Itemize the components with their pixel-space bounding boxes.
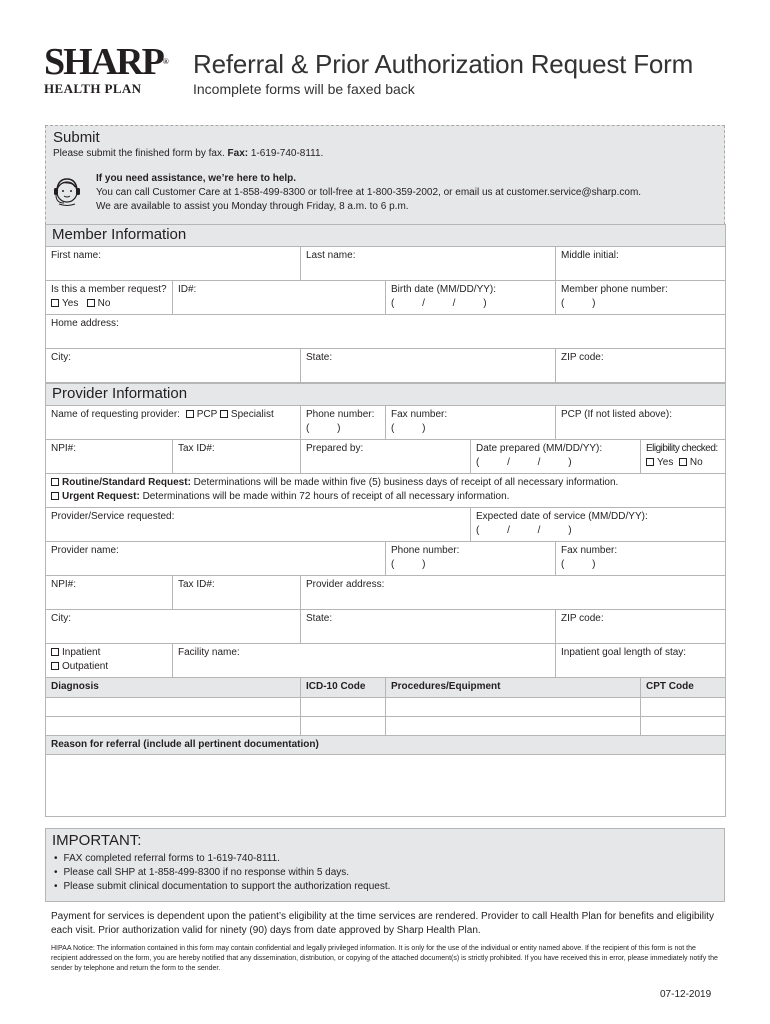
eligibility-yes-label: Yes: [657, 457, 674, 468]
specialist-label: Specialist: [230, 409, 274, 420]
provider-information-heading: Provider Information: [46, 384, 726, 406]
expected-date-field[interactable]: [471, 508, 726, 542]
urgent-request-checkbox[interactable]: [51, 492, 59, 500]
urgent-request-label: Urgent Request:: [62, 491, 140, 502]
request-type-field: [46, 474, 726, 508]
date-prepared-label: Date prepared (MM/DD/YY):: [476, 443, 603, 454]
member-request-yes-label: Yes: [62, 298, 79, 309]
icd-10-cell[interactable]: [301, 717, 386, 736]
service-tax-id-field[interactable]: Tax ID#:: [173, 576, 301, 610]
provider-fax-field[interactable]: [386, 406, 556, 440]
service-provider-fax-field[interactable]: [556, 542, 726, 576]
date-prepared-field[interactable]: [471, 440, 641, 474]
provider-city-field[interactable]: City:: [46, 610, 301, 644]
submit-text: Please submit the finished form by fax.: [53, 148, 228, 159]
fax-label: Fax:: [227, 148, 249, 159]
requesting-provider-label: Name of requesting provider:: [51, 409, 180, 420]
procedures-cell[interactable]: [386, 717, 641, 736]
home-address-field[interactable]: Home address:: [46, 315, 726, 349]
form-subtitle: Incomplete forms will be faxed back: [193, 81, 415, 97]
logo-wordmark: [44, 41, 169, 83]
requesting-provider-field[interactable]: [46, 406, 301, 440]
expected-date-blank: ( / / ): [476, 525, 572, 536]
patient-type-field: [46, 644, 173, 678]
date-prepared-blank: ( / / ): [476, 457, 572, 468]
important-section: [45, 828, 725, 902]
help-line-1: You can call Customer Care at 1-858-499-8300 or toll-free at 1-800-359-2002, or email us at customer.service@sharp.com.: [96, 187, 642, 198]
service-npi-field[interactable]: NPI#:: [46, 576, 173, 610]
expected-date-label: Expected date of service (MM/DD/YY):: [476, 511, 648, 522]
form-title: Referral & Prior Authorization Request Form: [193, 49, 694, 79]
service-provider-phone-label: Phone number:: [391, 545, 460, 556]
specialist-checkbox[interactable]: [220, 410, 228, 418]
member-request-label: Is this a member request?: [51, 284, 167, 295]
eligibility-checked-label: Eligibility checked:: [646, 443, 718, 454]
procedures-cell[interactable]: [386, 698, 641, 717]
last-name-field[interactable]: Last name:: [301, 247, 556, 281]
service-provider-fax-label: Fax number:: [561, 545, 618, 556]
inpatient-checkbox[interactable]: [51, 648, 59, 656]
provider-state-field[interactable]: State:: [301, 610, 556, 644]
service-provider-fax-blank: ( ): [561, 559, 596, 570]
provider-address-field[interactable]: Provider address:: [301, 576, 726, 610]
important-item: • Please call SHP at 1-858-499-8300 if no response within 5 days.: [54, 866, 716, 880]
member-request-yes-checkbox[interactable]: [51, 299, 59, 307]
important-list: [46, 849, 724, 897]
icd-10-column-header: ICD-10 Code: [301, 678, 386, 698]
member-information-section: [45, 224, 725, 383]
cpt-cell[interactable]: [641, 717, 726, 736]
routine-request-label: Routine/Standard Request:: [62, 477, 191, 488]
provider-name-field[interactable]: Provider name:: [46, 542, 386, 576]
reason-for-referral-header: Reason for referral (include all pertinent documentation): [46, 736, 726, 755]
sharp-health-plan-logo: [44, 41, 169, 97]
eligibility-yes-checkbox[interactable]: [646, 458, 654, 466]
provider-fax-label: Fax number:: [391, 409, 448, 420]
member-state-field[interactable]: State:: [301, 349, 556, 383]
member-request-field[interactable]: [46, 281, 173, 315]
service-provider-phone-field[interactable]: [386, 542, 556, 576]
hipaa-notice: HIPAA Notice: The information contained in this form may contain confidential and legally privileged information. It is only for the use of the individual or entity named above. If the recipient of this form is not the recipient addressed on the form, you are hereby notified that any dissemination, distribution, or copying of the attached document(s) is strictly prohibited. If you have received this in error, please immediately notify the sender by telephone and return the form to the sender.: [51, 945, 718, 972]
provider-information-section: [45, 383, 725, 817]
birth-date-label: Birth date (MM/DD/YY):: [391, 284, 497, 295]
provider-phone-field[interactable]: [301, 406, 386, 440]
inpatient-goal-field[interactable]: Inpatient goal length of stay:: [556, 644, 726, 678]
procedures-column-header: Procedures/Equipment: [386, 678, 641, 698]
reason-for-referral-field[interactable]: [46, 755, 726, 817]
logo-subtitle: HEALTH PLAN: [44, 81, 142, 96]
middle-initial-field[interactable]: Middle initial:: [556, 247, 726, 281]
member-phone-label: Member phone number:: [561, 284, 668, 295]
first-name-field[interactable]: First name:: [46, 247, 301, 281]
requesting-tax-id-field[interactable]: Tax ID#:: [173, 440, 301, 474]
submit-heading: Submit: [53, 129, 100, 146]
customer-care-headset-icon: [50, 174, 84, 210]
pcp-not-listed-field[interactable]: PCP (If not listed above):: [556, 406, 726, 440]
member-request-no-label: No: [97, 298, 111, 309]
diagnosis-cell[interactable]: [46, 698, 301, 717]
submit-instructions: [53, 148, 718, 159]
routine-request-checkbox[interactable]: [51, 478, 59, 486]
inpatient-label: Inpatient: [62, 647, 101, 658]
routine-request-text: Determinations will be made within five (5) business days of receipt of all necessary information.: [190, 477, 619, 488]
cpt-column-header: CPT Code: [641, 678, 726, 698]
icd-10-cell[interactable]: [301, 698, 386, 717]
form-revision-date: 07-12-2019: [660, 989, 712, 1000]
eligibility-no-label: No: [689, 457, 703, 468]
member-id-field[interactable]: ID#:: [173, 281, 386, 315]
member-phone-field[interactable]: [556, 281, 726, 315]
diagnosis-cell[interactable]: [46, 717, 301, 736]
provider-information-table: [45, 383, 726, 817]
member-zip-field[interactable]: ZIP code:: [556, 349, 726, 383]
help-text: [96, 172, 641, 214]
eligibility-no-checkbox[interactable]: [679, 458, 687, 466]
service-requested-field[interactable]: Provider/Service requested:: [46, 508, 471, 542]
provider-zip-field[interactable]: ZIP code:: [556, 610, 726, 644]
member-city-field[interactable]: City:: [46, 349, 301, 383]
eligibility-checked-field[interactable]: [641, 440, 726, 474]
logo-word: SHARP: [44, 41, 163, 83]
important-heading: IMPORTANT:: [52, 832, 142, 849]
member-request-no-checkbox[interactable]: [87, 299, 95, 307]
provider-fax-blank: ( ): [391, 423, 426, 434]
important-item: • Please submit clinical documentation to support the authorization request.: [54, 880, 716, 894]
member-phone-blank: ( ): [561, 298, 596, 309]
provider-phone-blank: ( ): [306, 423, 341, 434]
service-provider-phone-blank: ( ): [391, 559, 426, 570]
pcp-label: PCP: [196, 409, 218, 420]
pcp-checkbox[interactable]: [186, 410, 194, 418]
birth-date-field[interactable]: [386, 281, 556, 315]
outpatient-checkbox[interactable]: [51, 662, 59, 670]
fax-number: 1-619-740-8111.: [248, 148, 324, 159]
payment-notice: Payment for services is dependent upon the patient’s eligibility at the time services are rendered. Provider to call Health Plan for benefits and eligibility each visit. Prior authorization valid for ninety (90) days from date approved by Sharp Health Plan.: [51, 911, 714, 936]
member-information-heading: Member Information: [46, 225, 726, 247]
birth-date-blank: ( / / ): [391, 298, 487, 309]
facility-name-field[interactable]: Facility name:: [173, 644, 556, 678]
important-item: • FAX completed referral forms to 1-619-740-8111.: [54, 852, 716, 866]
member-information-table: [45, 224, 726, 383]
help-heading: If you need assistance, we’re here to help.: [96, 173, 297, 184]
help-line-2: We are available to assist you Monday through Friday, 8 a.m. to 6 p.m.: [96, 201, 409, 212]
logo-registered-mark: ®: [162, 57, 169, 66]
requesting-npi-field[interactable]: NPI#:: [46, 440, 173, 474]
prepared-by-field[interactable]: Prepared by:: [301, 440, 471, 474]
cpt-cell[interactable]: [641, 698, 726, 717]
diagnosis-column-header: Diagnosis: [46, 678, 301, 698]
outpatient-label: Outpatient: [62, 661, 109, 672]
urgent-request-text: Determinations will be made within 72 hours of receipt of all necessary information.: [139, 491, 510, 502]
provider-phone-label: Phone number:: [306, 409, 375, 420]
